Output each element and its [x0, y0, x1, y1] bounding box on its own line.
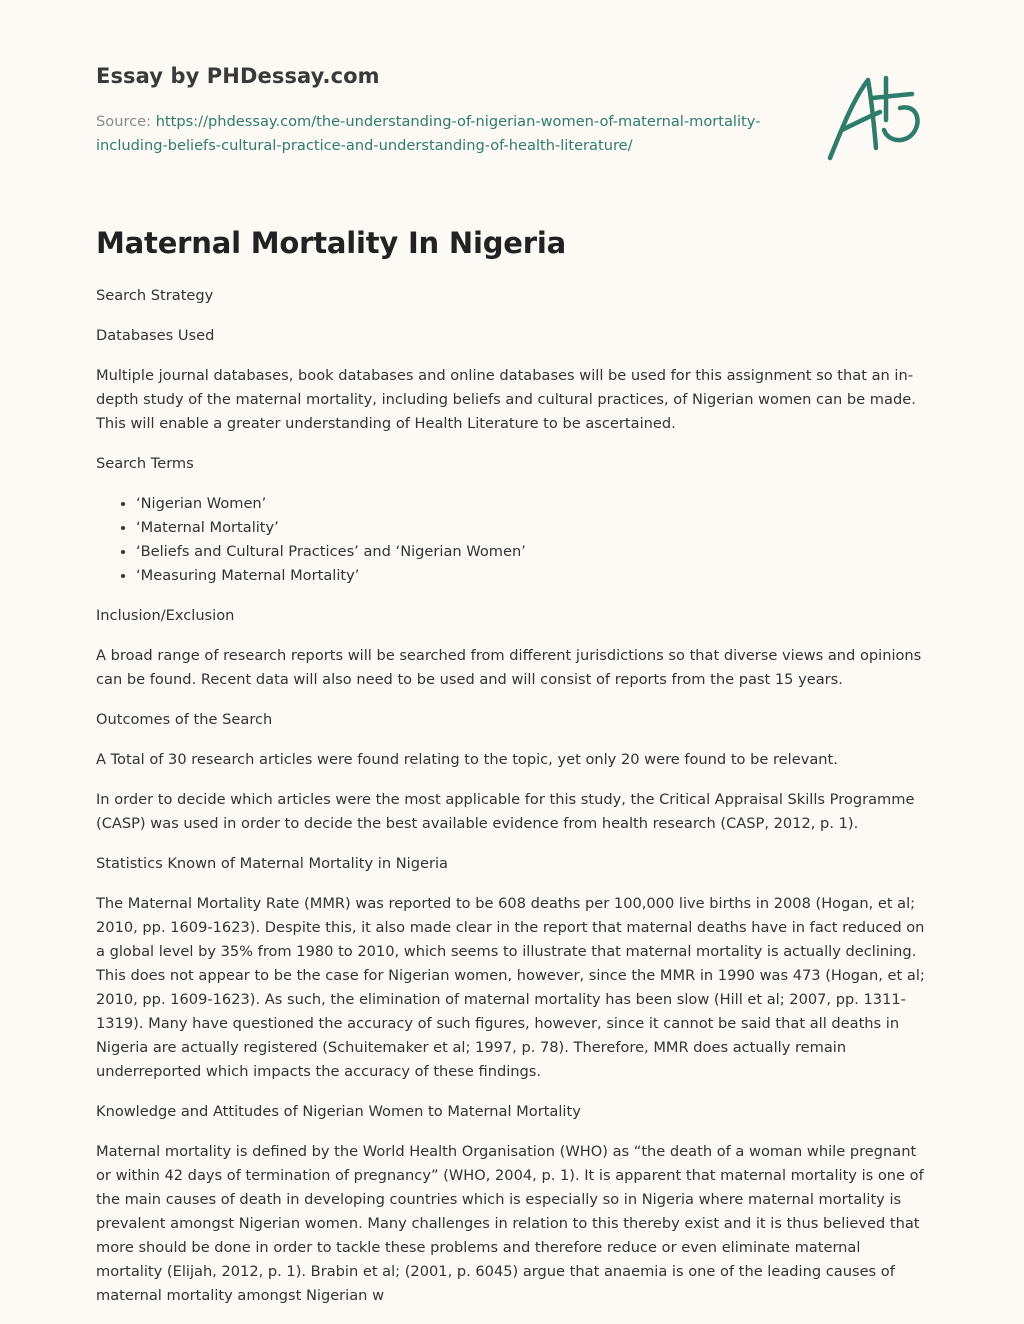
heading-databases-used: Databases Used [96, 327, 215, 344]
heading-knowledge: Knowledge and Attitudes of Nigerian Women to Maternal Mortality [96, 1103, 581, 1120]
list-item: • ‘Measuring Maternal Mortality’ [136, 564, 928, 588]
page-title: Maternal Mortality In Nigeria [96, 226, 566, 260]
list-item: • ‘Maternal Mortality’ [136, 516, 928, 540]
paragraph-databases: Multiple journal databases, book databases and online databases will be used for this assignment so that an in-depth study of the maternal mortality, including beliefs and cultural practices, of Nigerian women can be made. This will enable a greater understanding of Health Literature to be ascertained. [96, 367, 916, 432]
source-label: Source: [96, 113, 156, 130]
source-link[interactable]: https://phdessay.com/the-understanding-of-nigerian-women-of-maternal-mortality-including-beliefs-cultural-practice-and-understanding-of-health-literature/ [96, 113, 761, 154]
essay-body [96, 284, 928, 1324]
heading-search-strategy: Search Strategy [96, 287, 214, 304]
search-terms-list [96, 492, 928, 588]
list-item: • ‘Nigerian Women’ [136, 492, 928, 516]
paragraph-outcomes-2: In order to decide which articles were the most applicable for this study, the Critical Appraisal Skills Programme (CASP) was used in order to decide the best available evidence from health research (CASP, 2012, p. 1). [96, 791, 915, 832]
heading-statistics: Statistics Known of Maternal Mortality in Nigeria [96, 855, 448, 872]
list-item: • ‘Beliefs and Cultural Practices’ and ‘Nigerian Women’ [136, 540, 928, 564]
paragraph-knowledge: Maternal mortality is defined by the World Health Organisation (WHO) as “the death of a woman while pregnant or within 42 days of termination of pregnancy” (WHO, 2004, p. 1). It is apparent that maternal mortality is one of the main causes of death in developing countries which is especially so in Nigeria where maternal mortality is prevalent amongst Nigerian women. Many challenges in relation to this thereby exist and it is thus believed that more should be done in order to tackle these problems and therefore reduce or even eliminate maternal mortality (Elijah, 2012, p. 1). Brabin et al; (2001, p. 6045) argue that anaemia is one of the leading causes of maternal mortality amongst Nigerian w [96, 1143, 924, 1304]
paragraph-outcomes-1: A Total of 30 research articles were found relating to the topic, yet only 20 were found to be relevant. [96, 751, 838, 768]
heading-inclusion-exclusion: Inclusion/Exclusion [96, 607, 235, 624]
paragraph-statistics: The Maternal Mortality Rate (MMR) was reported to be 608 deaths per 100,000 live births in 2008 (Hogan, et al; 2010, pp. 1609-1623). Despite this, it also made clear in the report that maternal deaths have in fact reduced on a global level by 35% from 1980 to 2010, which seems to illustrate that maternal mortality is actually declining. This does not appear to be the case for Nigerian women, however, since the MMR in 1990 was 473 (Hogan, et al; 2010, pp. 1609-1623). As such, the elimination of maternal mortality has been slow (Hill et al; 2007, pp. 1311-1319). Many have questioned the accuracy of such figures, however, since it cannot be said that all deaths in Nigeria are actually registered (Schuitemaker et al; 1997, p. 78). Therefore, MMR does actually remain underreported which impacts the accuracy of these findings. [96, 895, 925, 1080]
source-line [96, 110, 776, 158]
paragraph-inclusion: A broad range of research reports will be searched from different jurisdictions so that diverse views and opinions can be found. Recent data will also need to be used and will consist of reports from the past 15 years. [96, 647, 922, 688]
a-plus-grade-icon [824, 68, 928, 164]
heading-outcomes: Outcomes of the Search [96, 711, 273, 728]
site-brand: Essay by PHDessay.com [96, 64, 380, 88]
heading-search-terms: Search Terms [96, 455, 194, 472]
